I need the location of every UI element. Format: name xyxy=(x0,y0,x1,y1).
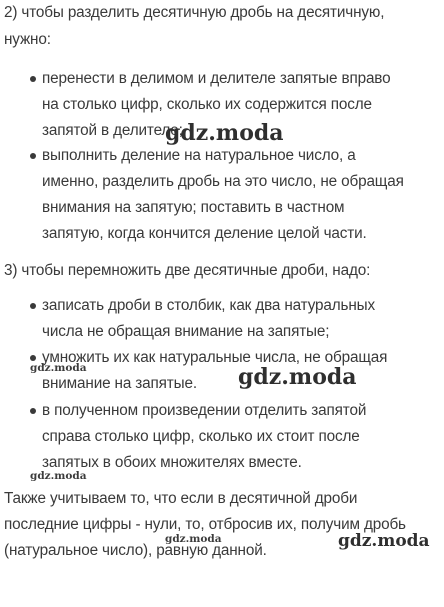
footer-line-1: Также учитываем то, что если в десятичной дроби xyxy=(4,490,358,507)
footer-line-2: последние цифры - нули, то, отбросив их, получим дробь xyxy=(4,516,406,533)
section3-bullet3-line3: запятых в обоих множителях вместе. xyxy=(42,454,302,471)
watermark: gdz.moda xyxy=(238,364,357,390)
section2-bullet2-line2: именно, разделить дробь на это число, не обращая xyxy=(42,173,404,190)
footer-line-3: (натуральное число), равную данной. xyxy=(4,542,267,559)
section3-bullet3-line2: справа столько цифр, сколько их стоит после xyxy=(42,428,360,445)
section3-bullet1-line2: числа не обращая внимание на запятые; xyxy=(42,323,330,340)
bullet-dot xyxy=(30,408,36,414)
watermark: gdz.moda xyxy=(165,533,222,545)
section2-bullet1-line3: запятой в делителе; xyxy=(42,122,183,139)
watermark: gdz.moda xyxy=(338,531,430,551)
section2-bullet1-line2: на столько цифр, сколько их содержится после xyxy=(42,96,372,113)
bullet-dot xyxy=(30,303,36,309)
bullet-dot xyxy=(30,76,36,82)
section3-bullet2-line2: внимание на запятые. xyxy=(42,375,197,392)
section2-intro-line-2: нужно: xyxy=(4,31,51,48)
bullet-dot xyxy=(30,355,36,361)
section2-bullet1-line1: перенести в делимом и делителе запятые вправо xyxy=(42,70,391,87)
section3-bullet3-line1: в полученном произведении отделить запятой xyxy=(42,402,367,419)
watermark: gdz.moda xyxy=(30,362,87,374)
bullet-dot xyxy=(30,153,36,159)
section3-bullet1-line1: записать дроби в столбик, как два натуральных xyxy=(42,297,375,314)
section2-intro-line-1: 2) чтобы разделить десятичную дробь на десятичную, xyxy=(4,4,385,21)
watermark: gdz.moda xyxy=(165,120,284,146)
watermark: gdz.moda xyxy=(30,470,87,482)
section2-bullet2-line4: запятую, когда кончится деление целой части. xyxy=(42,225,367,242)
section2-bullet2-line3: внимания на запятую; поставить в частном xyxy=(42,199,345,216)
section3-bullet2-line1: умножить их как натуральные числа, не обращая xyxy=(42,349,388,366)
section3-intro-line-1: 3) чтобы перемножить две десятичные дроби, надо: xyxy=(4,262,371,279)
section2-bullet2-line1: выполнить деление на натуральное число, а xyxy=(42,147,356,164)
